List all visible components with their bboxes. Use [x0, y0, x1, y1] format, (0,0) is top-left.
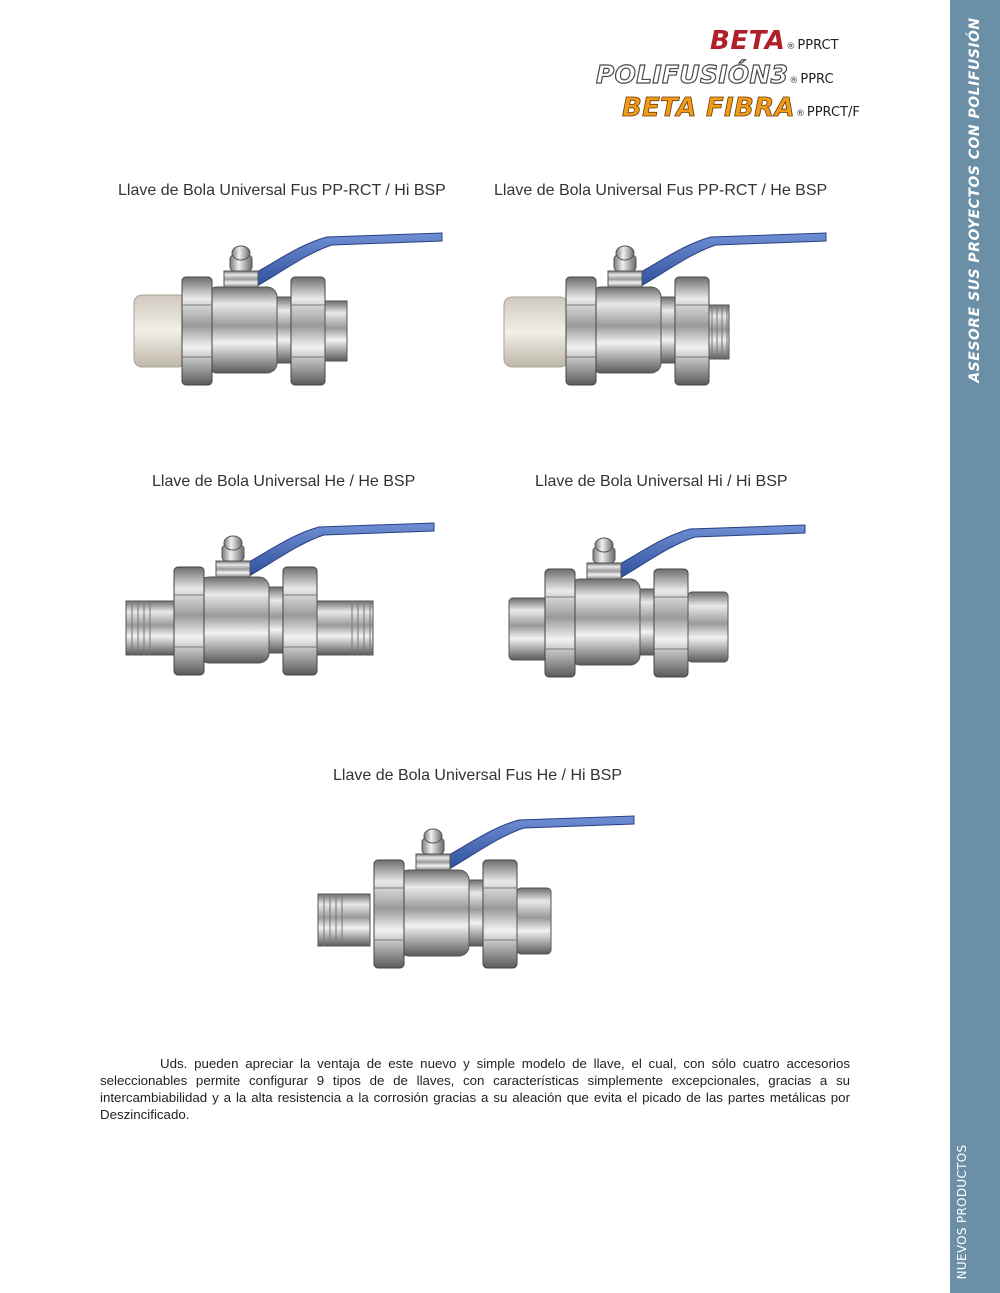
brand-beta-name: BETA	[710, 26, 786, 56]
brand-polifusion3-sub: PPRC	[800, 72, 834, 87]
product-caption: Llave de Bola Universal Fus PP-RCT / Hi BSP	[118, 182, 446, 199]
brand-polifusion3-name: POLIFUSIÓN3	[596, 60, 789, 89]
ball-valve-image	[104, 515, 454, 695]
registered-mark: ®	[795, 109, 805, 119]
ball-valve-image	[495, 512, 835, 697]
brand-beta	[710, 26, 839, 56]
brand-beta-sub: PPRCT	[797, 38, 839, 53]
product-caption: Llave de Bola Universal He / He BSP	[152, 473, 416, 490]
brand-beta-fibra-sub: PPRCT/F	[806, 105, 860, 120]
ball-valve-image	[304, 808, 644, 988]
ball-valve-image	[112, 225, 452, 405]
ball-valve-image	[496, 225, 836, 405]
registered-mark: ®	[786, 42, 796, 52]
brand-beta-fibra-name: BETA FIBRA	[622, 93, 795, 123]
sidebar-section-label: NUEVOS PRODUCTOS	[955, 1144, 969, 1280]
registered-mark: ®	[789, 76, 799, 86]
brand-polifusion3	[596, 60, 834, 89]
sidebar-slogan: ASESORE SUS PROYECTOS CON POLIFUSIÓN	[967, 17, 983, 383]
brand-beta-fibra	[622, 93, 860, 123]
description-paragraph: Uds. pueden apreciar la ventaja de este nuevo y simple modelo de llave, el cual, con sólo cuatro accesorios seleccionables permite configurar 9 tipos de de llaves, con características simplemente excepcionales, gracias a su intercambiabilidad y a la alta resistencia a la corrosión gracias a su aleación que evita el picado de las partes metálicas por Deszincificado.	[100, 1056, 850, 1122]
product-caption: Llave de Bola Universal Fus PP-RCT / He BSP	[494, 182, 828, 199]
product-caption: Llave de Bola Universal Fus He / Hi BSP	[333, 767, 623, 784]
product-caption: Llave de Bola Universal Hi / Hi BSP	[535, 473, 788, 490]
